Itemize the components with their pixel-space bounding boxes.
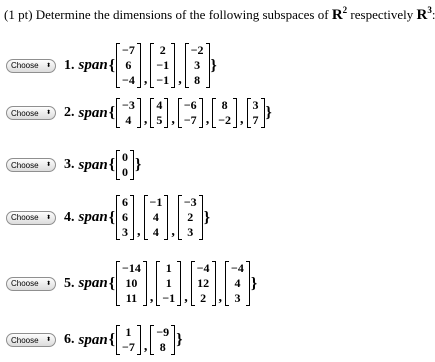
vector-entry: 2 [200, 291, 207, 305]
choose-dropdown[interactable] [6, 333, 56, 347]
problem-row [6, 150, 142, 180]
chevron-updown-icon: ⬍ [45, 162, 51, 168]
vector-entry: 3 [187, 225, 194, 239]
r2-symbol [332, 7, 347, 23]
problem-row [6, 43, 218, 88]
r3-symbol [416, 7, 431, 23]
comma: , [137, 224, 141, 239]
vector-entry: 2 [159, 43, 166, 57]
span-word: span [78, 209, 108, 225]
column-vector [150, 325, 175, 355]
span-word: span [78, 275, 108, 291]
vector-entry: −14 [122, 261, 141, 275]
choose-dropdown[interactable] [6, 158, 56, 172]
vector-entry: 4 [156, 98, 163, 112]
problem-number: 2. [64, 105, 75, 120]
vector-entry: 8 [159, 340, 166, 354]
problem-number: 5. [64, 275, 75, 291]
r2-exponent: 2 [342, 5, 348, 15]
open-brace: { [108, 104, 115, 121]
vector-entry: 6 [122, 210, 128, 224]
chevron-updown-icon: ⬍ [45, 337, 51, 343]
vector-entry: 6 [125, 58, 132, 72]
column-vector [247, 98, 265, 128]
vector-group [116, 325, 175, 355]
problem-row [6, 195, 211, 240]
r2-letter: R [331, 7, 343, 23]
comma: , [171, 112, 175, 127]
vector-entry: 3 [252, 98, 259, 112]
vector-entry: −1 [156, 58, 170, 72]
column-vector [212, 98, 237, 128]
chevron-updown-icon: ⬍ [45, 62, 51, 69]
column-vector [116, 150, 134, 180]
comma: , [149, 290, 154, 305]
vector-entry: 5 [156, 113, 163, 127]
choose-dropdown-label: Choose [11, 108, 39, 118]
vector-group [116, 98, 265, 128]
vector-entry: −7 [122, 340, 135, 354]
vector-entry: 8 [221, 98, 228, 112]
span-word: span [78, 331, 108, 348]
choose-dropdown-label: Choose [11, 160, 39, 170]
choose-dropdown-label: Choose [11, 61, 39, 70]
comma: , [240, 112, 244, 127]
span-word: span [78, 156, 108, 173]
chevron-updown-icon: ⬍ [45, 280, 51, 287]
span-word: span [78, 104, 108, 121]
r3-letter: R [416, 7, 428, 23]
span-expression [64, 325, 184, 355]
vector-entry: 3 [122, 225, 128, 239]
vector-entry: 4 [152, 210, 159, 224]
vector-entry: −7 [183, 113, 197, 127]
problem-number: 1. [64, 57, 75, 73]
column-vector [116, 98, 141, 128]
column-vector [178, 98, 203, 128]
vector-entry: 1 [125, 325, 132, 339]
comma: , [143, 112, 148, 127]
vector-group [116, 261, 250, 306]
vector-entry: 11 [125, 291, 138, 305]
vector-entry: −4 [231, 261, 244, 275]
close-brace: } [250, 274, 258, 292]
span-expression [64, 261, 258, 306]
problem-row [6, 98, 273, 128]
problem-number: 6. [64, 332, 75, 347]
vector-group [116, 150, 134, 180]
problem-row [6, 325, 184, 355]
choose-dropdown-label: Choose [11, 279, 39, 288]
vector-entry: 4 [125, 113, 132, 127]
comma: , [143, 339, 148, 354]
vector-entry: −6 [183, 98, 197, 112]
vector-group [116, 195, 203, 240]
close-brace: } [203, 208, 210, 226]
header-prefix: (1 pt) Determine the dimensions of the following subspaces of [4, 7, 329, 22]
open-brace: { [108, 56, 115, 74]
vector-entry: −4 [196, 261, 210, 275]
vector-entry: 7 [252, 113, 259, 127]
comma: , [171, 224, 175, 239]
choose-dropdown[interactable] [6, 211, 56, 225]
span-expression [64, 195, 211, 240]
column-vector [144, 195, 169, 240]
problem-number: 3. [64, 157, 75, 172]
close-brace: } [265, 104, 272, 121]
vector-entry: 0 [122, 165, 128, 179]
close-brace: } [210, 56, 217, 74]
vector-entry: 2 [187, 210, 194, 224]
column-vector [178, 195, 203, 240]
vector-entry: 4 [152, 225, 159, 239]
column-vector [116, 43, 141, 88]
problem-row [6, 261, 258, 306]
vector-entry: −4 [122, 73, 135, 87]
vector-entry: 8 [194, 73, 201, 87]
span-word: span [78, 57, 108, 73]
column-vector [185, 43, 210, 88]
vector-entry: 0 [122, 150, 128, 164]
choose-dropdown-label: Choose [11, 213, 39, 222]
choose-dropdown[interactable] [6, 106, 56, 120]
span-expression [64, 98, 273, 128]
vector-group [116, 43, 210, 88]
problem-header [4, 5, 435, 24]
column-vector [116, 261, 147, 306]
comma: , [178, 72, 182, 87]
open-brace: { [108, 274, 115, 292]
vector-entry: 10 [125, 276, 138, 290]
span-expression [64, 43, 218, 88]
chevron-updown-icon: ⬍ [45, 110, 51, 116]
vector-entry: −9 [156, 325, 170, 339]
choose-dropdown-label: Choose [11, 335, 39, 345]
vector-entry: −3 [122, 98, 135, 112]
comma: , [218, 290, 223, 305]
header-middle: respectively [350, 7, 414, 22]
vector-entry: −3 [183, 195, 197, 209]
vector-entry: −7 [122, 43, 135, 57]
choose-dropdown[interactable] [6, 277, 56, 291]
column-vector [150, 43, 175, 88]
problem-number: 4. [64, 209, 75, 225]
open-brace: { [108, 208, 115, 226]
r3-exponent: 3 [427, 5, 432, 15]
vector-entry: 1 [165, 261, 172, 275]
column-vector [116, 195, 134, 240]
open-brace: { [108, 331, 115, 348]
comma: , [205, 112, 210, 127]
close-brace: } [135, 156, 142, 173]
vector-entry: 1 [165, 276, 172, 290]
choose-dropdown[interactable] [6, 59, 56, 73]
vector-entry: −1 [156, 73, 170, 87]
chevron-updown-icon: ⬍ [45, 214, 51, 221]
column-vector [156, 261, 181, 306]
column-vector [225, 261, 250, 306]
vector-entry: −1 [162, 291, 176, 305]
vector-entry: −1 [149, 195, 163, 209]
vector-entry: 3 [234, 291, 241, 305]
column-vector [191, 261, 216, 306]
vector-entry: 12 [197, 276, 210, 290]
vector-entry: 4 [234, 276, 241, 290]
span-expression [64, 150, 142, 180]
comma: , [184, 290, 188, 305]
vector-entry: −2 [190, 43, 204, 57]
close-brace: } [176, 331, 183, 348]
vector-entry: −2 [218, 113, 232, 127]
column-vector [116, 325, 141, 355]
vector-entry: 6 [122, 195, 128, 209]
column-vector [150, 98, 168, 128]
vector-entry: 3 [194, 58, 201, 72]
open-brace: { [108, 156, 115, 173]
comma: , [143, 72, 148, 87]
